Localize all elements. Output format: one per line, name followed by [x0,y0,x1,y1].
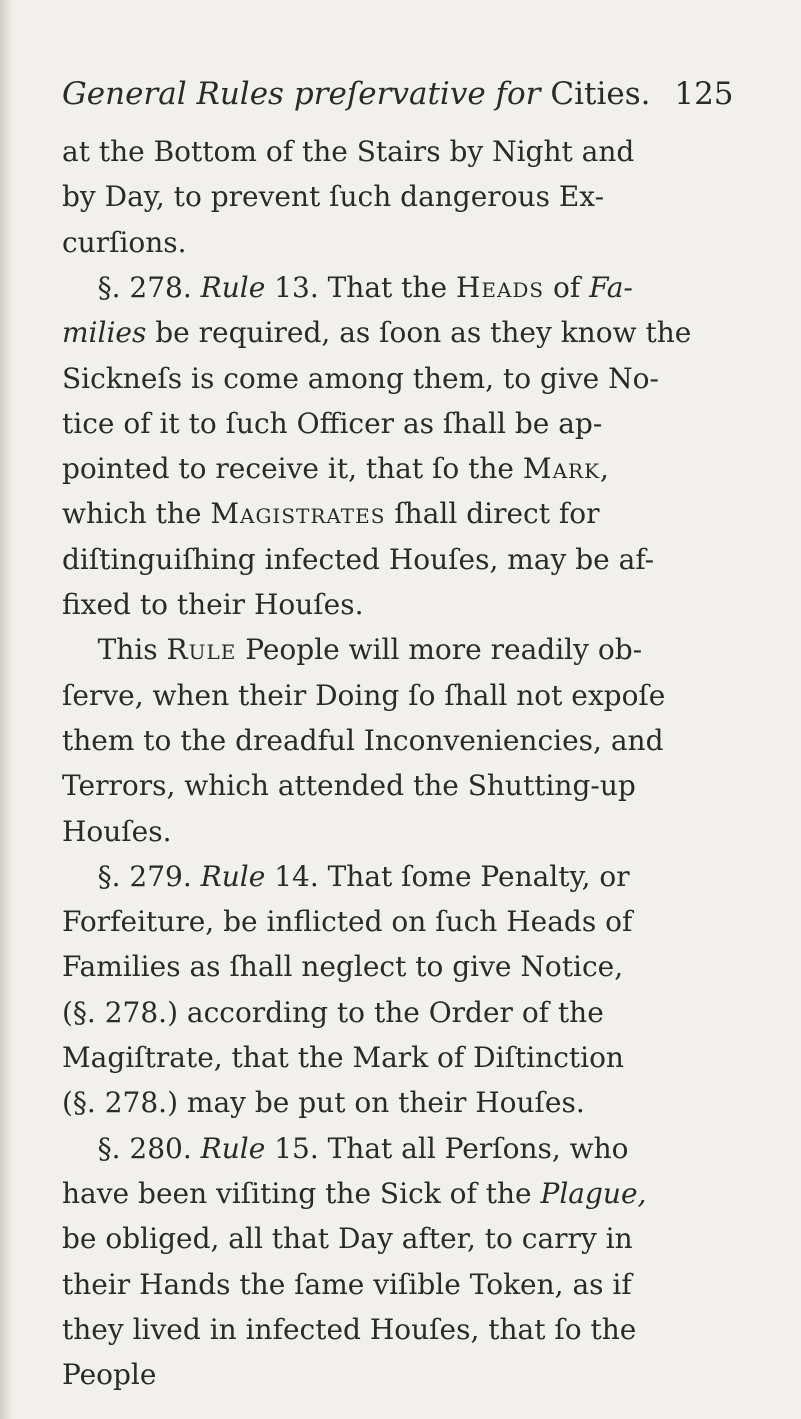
text-line [62,947,623,987]
text-segment: Terrors, which attended the Shutting-up [62,769,636,803]
text-segment: pointed to receive it, that ſo the [62,452,523,486]
text-line [62,1265,632,1305]
text-line [62,449,610,489]
text-segment: by Day, to prevent ſuch dangerous Ex- [62,180,605,214]
text-line [62,630,642,670]
page-number: 125 [674,76,734,112]
text-line [62,857,630,897]
text-line [62,177,604,217]
text-line [62,1083,585,1123]
running-header [62,74,762,114]
running-title-cities: Cities. [550,76,651,112]
text-segment: Fa- [589,270,633,304]
text-segment: (§. 278.) may be put on their Houſes. [62,1086,585,1120]
text-segment: People will more readily ob- [236,633,643,667]
text-segment: Sickneſs is come among them, to give No- [62,361,659,395]
text-segment: have been viſiting the Sick of the [62,1176,541,1210]
text-line [62,268,633,308]
running-title: General Rules preſervative for [62,76,541,112]
text-segment: their Hands the ſame viſible Token, as if [62,1267,632,1301]
text-line [62,1355,156,1395]
text-segment: which the [62,497,211,531]
text-segment: Forfeiture, be inflicted on ſuch Heads of [62,905,633,939]
text-line [62,132,634,172]
text-segment: §. 278. [62,270,201,304]
text-segment: ſhall direct for [385,497,600,531]
text-segment: This [62,633,167,667]
text-line [62,313,691,353]
text-segment: 13. That the [265,270,456,304]
text-segment: Rule [200,270,266,304]
text-segment: they lived in infected Houſes, that ſo the [62,1312,637,1346]
text-segment: fixed to their Houſes. [62,588,364,621]
text-segment: Rule [200,1131,266,1165]
text-segment: Families as ſhall neglect to give Notice, [62,950,624,984]
text-line [62,721,664,761]
text-segment: Mark, [522,452,610,486]
text-line [62,359,659,399]
text-line [62,1219,633,1259]
text-segment: Magistrates [210,497,386,531]
text-segment: at the Bottom of the Stairs by Night and [62,135,635,168]
text-segment: be required, as ſoon as they know the [146,316,692,350]
text-segment: 15. That all Perſons, who [265,1131,629,1165]
text-line [62,540,654,580]
text-line [62,494,600,534]
text-line [62,1038,624,1078]
text-segment: Houſes. [62,814,172,848]
text-segment: tice of it to ſuch Officer as ſhall be ap- [62,406,603,440]
text-segment: (§. 278.) according to the Order of the [62,995,604,1029]
text-segment: Heads [455,270,545,304]
text-segment: §. 280. [62,1131,201,1165]
text-line [62,993,604,1033]
text-segment: ſerve, when their Doing ſo ſhall not expoſe [62,678,666,712]
text-line [62,676,665,716]
text-segment: Rule [166,633,237,667]
text-segment: §. 279. [62,859,201,893]
text-segment: 14. That ſome Penalty, or [265,859,630,893]
text-segment: be obliged, all that Day after, to carry in [62,1222,633,1256]
text-segment: People [62,1358,157,1392]
text-segment: Rule [200,859,266,893]
text-segment: curſions. [62,225,187,259]
text-segment: of [544,270,590,304]
text-segment: milies [62,316,147,350]
text-line [62,812,172,852]
text-line [62,1174,646,1214]
text-line [62,766,636,806]
text-segment: them to the dreadful Inconveniencies, and [62,723,664,757]
text-segment: Magiſtrate, that the Mark of Diſtinction [62,1041,624,1074]
text-line [62,1129,629,1169]
text-segment: diſtinguiſhing infected Houſes, may be af- [62,542,655,576]
text-line [62,902,632,942]
text-line [62,1310,636,1350]
text-line [62,223,187,263]
text-line [62,404,602,444]
text-segment: Plague, [540,1176,647,1210]
text-line [62,585,363,625]
